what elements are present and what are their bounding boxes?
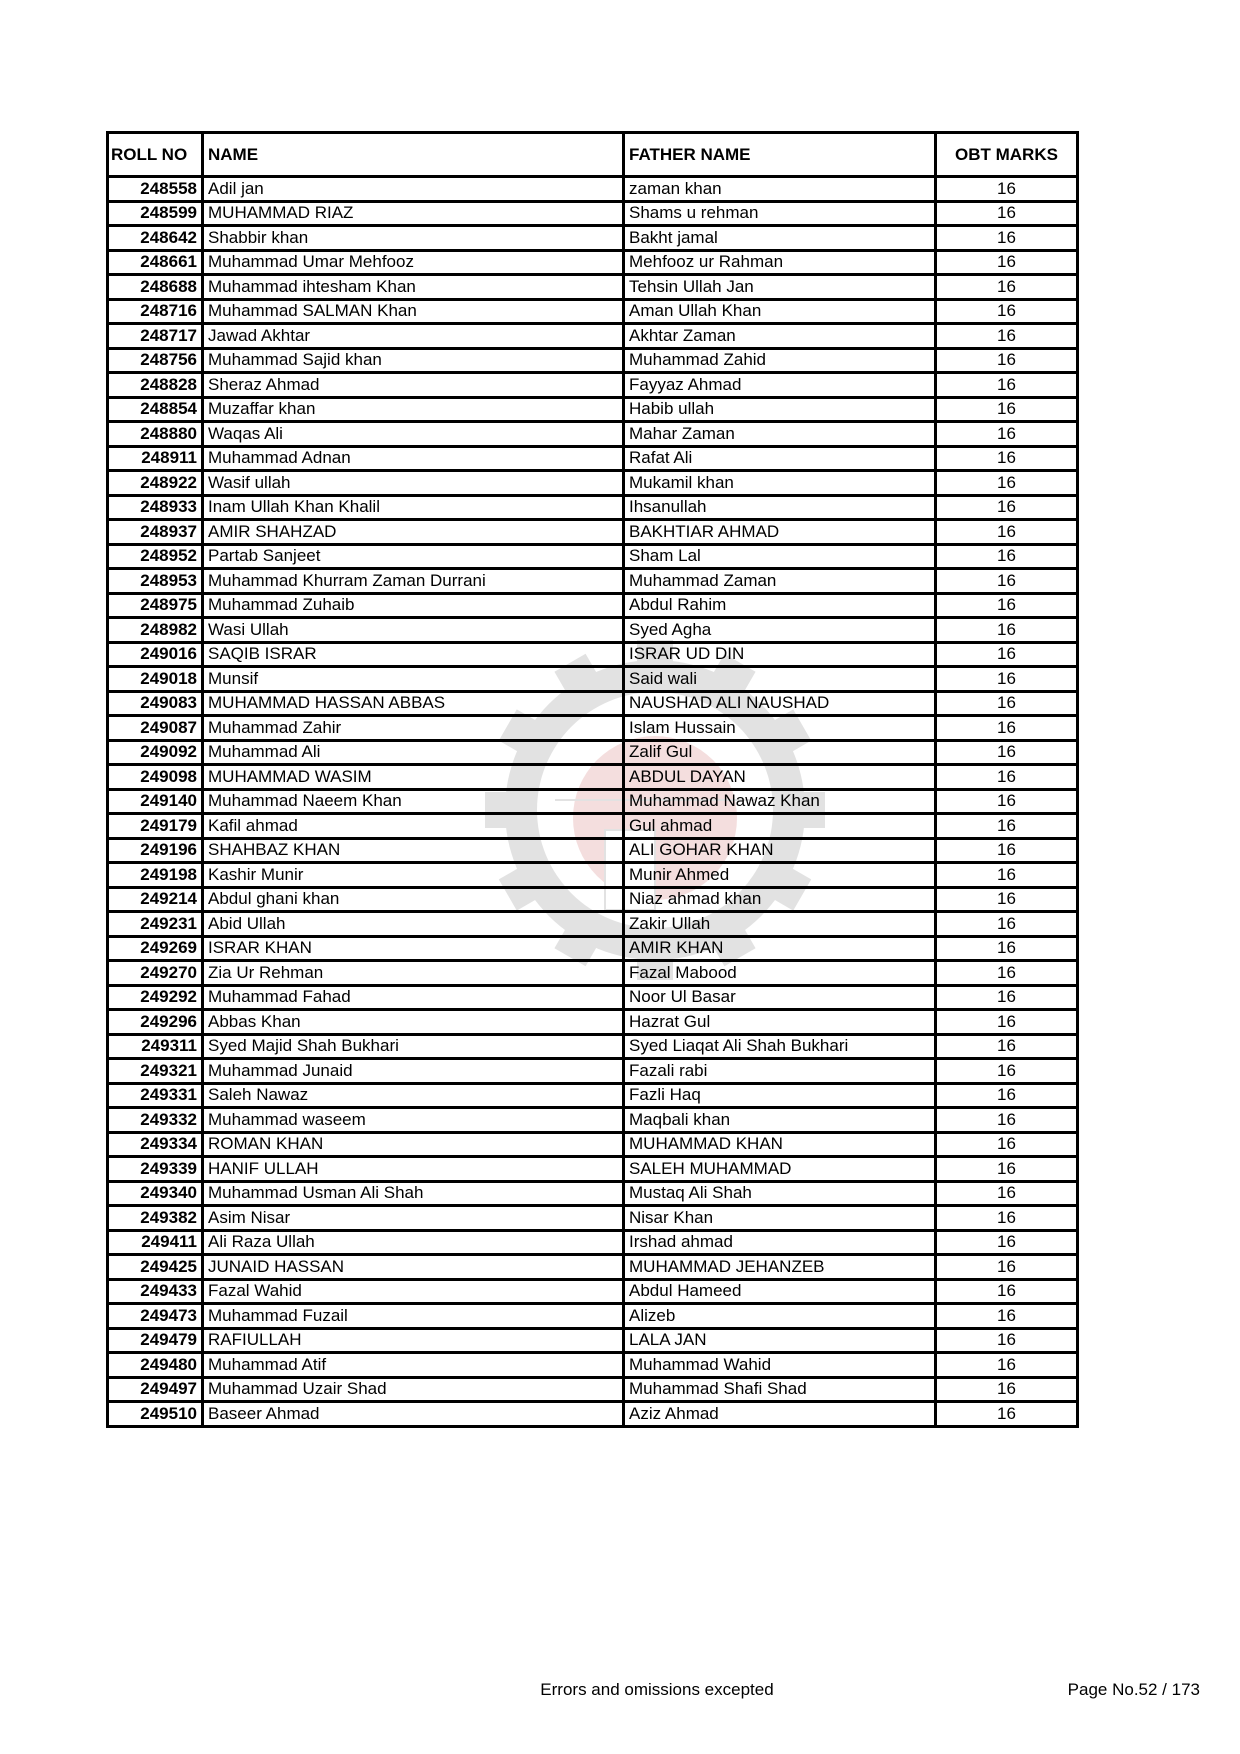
father-name-cell: BAKHTIAR AHMAD (624, 520, 936, 545)
roll-no-cell: 248828 (108, 373, 203, 398)
table-row (108, 373, 1078, 398)
roll-no-cell: 248642 (108, 226, 203, 251)
father-name-cell: Fazali rabi (624, 1059, 936, 1084)
table-row (108, 863, 1078, 888)
roll-no-cell: 249231 (108, 912, 203, 937)
roll-no-cell: 249334 (108, 1132, 203, 1157)
name-cell: Waqas Ali (203, 422, 624, 447)
roll-no-cell: 248854 (108, 397, 203, 422)
table-row (108, 446, 1078, 471)
name-cell: MUHAMMAD WASIM (203, 765, 624, 790)
obt-marks-cell: 16 (936, 667, 1078, 692)
roll-no-cell: 248952 (108, 544, 203, 569)
obt-marks-cell: 16 (936, 1230, 1078, 1255)
table-row (108, 1255, 1078, 1280)
name-cell: Abid Ullah (203, 912, 624, 937)
name-cell: Shabbir khan (203, 226, 624, 251)
father-name-cell: Abdul Rahim (624, 593, 936, 618)
father-name-cell: Noor Ul Basar (624, 985, 936, 1010)
table-row (108, 201, 1078, 226)
name-cell: Muhammad SALMAN Khan (203, 299, 624, 324)
name-cell: ISRAR KHAN (203, 936, 624, 961)
name-cell: Muhammad Junaid (203, 1059, 624, 1084)
father-name-cell: Hazrat Gul (624, 1010, 936, 1035)
father-name-cell: Gul ahmad (624, 814, 936, 839)
name-cell: Munsif (203, 667, 624, 692)
roll-no-cell: 249425 (108, 1255, 203, 1280)
obt-marks-cell: 16 (936, 961, 1078, 986)
roll-no-cell: 249332 (108, 1108, 203, 1133)
obt-marks-cell: 16 (936, 691, 1078, 716)
table-row (108, 1108, 1078, 1133)
name-cell: Wasif ullah (203, 471, 624, 496)
table-row (108, 250, 1078, 275)
roll-no-cell: 249340 (108, 1181, 203, 1206)
table-row (108, 1034, 1078, 1059)
obt-marks-cell: 16 (936, 1255, 1078, 1280)
results-table (106, 131, 1079, 1428)
table-row (108, 1279, 1078, 1304)
father-name-cell: Maqbali khan (624, 1108, 936, 1133)
father-name-cell: Mahar Zaman (624, 422, 936, 447)
table-row (108, 1206, 1078, 1231)
table-row (108, 397, 1078, 422)
obt-marks-cell: 16 (936, 765, 1078, 790)
name-cell: MUHAMMAD RIAZ (203, 201, 624, 226)
roll-no-cell: 249321 (108, 1059, 203, 1084)
roll-no-cell: 249270 (108, 961, 203, 986)
father-name-cell: Zalif Gul (624, 740, 936, 765)
name-cell: Abdul ghani khan (203, 887, 624, 912)
obt-marks-cell: 16 (936, 275, 1078, 300)
roll-no-cell: 249269 (108, 936, 203, 961)
father-name-cell: NAUSHAD ALI NAUSHAD (624, 691, 936, 716)
obt-marks-cell: 16 (936, 299, 1078, 324)
father-name-cell: Zakir Ullah (624, 912, 936, 937)
name-cell: Abbas Khan (203, 1010, 624, 1035)
roll-no-cell: 249092 (108, 740, 203, 765)
father-name-cell: Mukamil khan (624, 471, 936, 496)
roll-no-cell: 248688 (108, 275, 203, 300)
table-row (108, 985, 1078, 1010)
father-name-cell: Mustaq Ali Shah (624, 1181, 936, 1206)
roll-no-cell: 249339 (108, 1157, 203, 1182)
obt-marks-cell: 16 (936, 250, 1078, 275)
name-cell: Muhammad Adnan (203, 446, 624, 471)
obt-marks-cell: 16 (936, 324, 1078, 349)
name-cell: Muhammad Umar Mehfooz (203, 250, 624, 275)
obt-marks-cell: 16 (936, 814, 1078, 839)
name-cell: Jawad Akhtar (203, 324, 624, 349)
obt-marks-cell: 16 (936, 201, 1078, 226)
roll-no-cell: 249016 (108, 642, 203, 667)
obt-marks-cell: 16 (936, 177, 1078, 202)
table-row (108, 814, 1078, 839)
name-cell: Muhammad Ali (203, 740, 624, 765)
father-name-cell: Aziz Ahmad (624, 1402, 936, 1427)
table-row (108, 520, 1078, 545)
obt-marks-cell: 16 (936, 1059, 1078, 1084)
name-cell: Wasi Ullah (203, 618, 624, 643)
roll-no-cell: 249018 (108, 667, 203, 692)
table-row (108, 544, 1078, 569)
name-cell: Asim Nisar (203, 1206, 624, 1231)
table-row (108, 422, 1078, 447)
roll-no-cell: 248953 (108, 569, 203, 594)
name-cell: Muhammad Uzair Shad (203, 1377, 624, 1402)
obt-marks-cell: 16 (936, 1328, 1078, 1353)
roll-no-cell: 248975 (108, 593, 203, 618)
roll-no-cell: 248911 (108, 446, 203, 471)
name-cell: MUHAMMAD HASSAN ABBAS (203, 691, 624, 716)
roll-no-cell: 249087 (108, 716, 203, 741)
father-name-cell: ALI GOHAR KHAN (624, 838, 936, 863)
roll-no-cell: 249473 (108, 1304, 203, 1329)
obt-marks-cell: 16 (936, 618, 1078, 643)
father-name-cell: Shams u rehman (624, 201, 936, 226)
obt-marks-cell: 16 (936, 838, 1078, 863)
father-name-cell: MUHAMMAD JEHANZEB (624, 1255, 936, 1280)
obt-marks-cell: 16 (936, 912, 1078, 937)
table-row (108, 324, 1078, 349)
obt-marks-cell: 16 (936, 348, 1078, 373)
obt-marks-cell: 16 (936, 495, 1078, 520)
father-name-cell: SALEH MUHAMMAD (624, 1157, 936, 1182)
obt-marks-cell: 16 (936, 1157, 1078, 1182)
table-row (108, 1010, 1078, 1035)
name-cell: SHAHBAZ KHAN (203, 838, 624, 863)
table-row (108, 1132, 1078, 1157)
obt-marks-cell: 16 (936, 520, 1078, 545)
obt-marks-cell: 16 (936, 1132, 1078, 1157)
roll-no-cell: 249196 (108, 838, 203, 863)
obt-marks-cell: 16 (936, 1083, 1078, 1108)
page-number: Page No.52 / 173 (1067, 1680, 1200, 1699)
table-row (108, 569, 1078, 594)
table-row (108, 226, 1078, 251)
name-cell: AMIR SHAHZAD (203, 520, 624, 545)
father-name-cell: Fazal Mabood (624, 961, 936, 986)
table-row (108, 1328, 1078, 1353)
name-cell: Muhammad Zuhaib (203, 593, 624, 618)
table-row (108, 961, 1078, 986)
roll-no-cell: 249331 (108, 1083, 203, 1108)
father-name-cell: Bakht jamal (624, 226, 936, 251)
obt-marks-cell: 16 (936, 593, 1078, 618)
table-row (108, 789, 1078, 814)
roll-no-cell: 249140 (108, 789, 203, 814)
obt-marks-cell: 16 (936, 863, 1078, 888)
father-name-cell: Aman Ullah Khan (624, 299, 936, 324)
name-cell: SAQIB ISRAR (203, 642, 624, 667)
table-row (108, 593, 1078, 618)
obt-marks-cell: 16 (936, 1279, 1078, 1304)
table-row (108, 936, 1078, 961)
name-cell: Muhammad ihtesham Khan (203, 275, 624, 300)
obt-marks-cell: 16 (936, 446, 1078, 471)
obt-marks-cell: 16 (936, 373, 1078, 398)
obt-marks-cell: 16 (936, 544, 1078, 569)
obt-marks-cell: 16 (936, 1377, 1078, 1402)
father-name-cell: MUHAMMAD KHAN (624, 1132, 936, 1157)
father-name-cell: Ihsanullah (624, 495, 936, 520)
roll-no-cell: 249296 (108, 1010, 203, 1035)
obt-marks-cell: 16 (936, 471, 1078, 496)
roll-no-cell: 249479 (108, 1328, 203, 1353)
roll-no-cell: 249480 (108, 1353, 203, 1378)
roll-no-cell: 249214 (108, 887, 203, 912)
table-row (108, 348, 1078, 373)
table-row (108, 471, 1078, 496)
obt-marks-cell: 16 (936, 422, 1078, 447)
roll-no-cell: 249497 (108, 1377, 203, 1402)
father-name-cell: Islam Hussain (624, 716, 936, 741)
roll-no-cell: 248922 (108, 471, 203, 496)
father-name-cell: Muhammad Wahid (624, 1353, 936, 1378)
father-name-cell: zaman khan (624, 177, 936, 202)
table-row (108, 495, 1078, 520)
roll-no-cell: 248717 (108, 324, 203, 349)
father-name-cell: Tehsin Ullah Jan (624, 275, 936, 300)
header-name: NAME (203, 133, 624, 177)
obt-marks-cell: 16 (936, 1353, 1078, 1378)
roll-no-cell: 248558 (108, 177, 203, 202)
father-name-cell: Irshad ahmad (624, 1230, 936, 1255)
roll-no-cell: 248933 (108, 495, 203, 520)
roll-no-cell: 248880 (108, 422, 203, 447)
header-row (108, 133, 1078, 177)
header-obt-marks: OBT MARKS (936, 133, 1078, 177)
roll-no-cell: 249292 (108, 985, 203, 1010)
father-name-cell: Habib ullah (624, 397, 936, 422)
father-name-cell: Muhammad Shafi Shad (624, 1377, 936, 1402)
obt-marks-cell: 16 (936, 1034, 1078, 1059)
table-row (108, 765, 1078, 790)
obt-marks-cell: 16 (936, 716, 1078, 741)
name-cell: Muhammad Usman Ali Shah (203, 1181, 624, 1206)
errors-omissions-note: Errors and omissions excepted (540, 1680, 774, 1699)
header-father-name: FATHER NAME (624, 133, 936, 177)
obt-marks-cell: 16 (936, 226, 1078, 251)
roll-no-cell: 249098 (108, 765, 203, 790)
name-cell: RAFIULLAH (203, 1328, 624, 1353)
father-name-cell: Nisar Khan (624, 1206, 936, 1231)
name-cell: Zia Ur Rehman (203, 961, 624, 986)
father-name-cell: ISRAR UD DIN (624, 642, 936, 667)
name-cell: Baseer Ahmad (203, 1402, 624, 1427)
table-row (108, 177, 1078, 202)
father-name-cell: Said wali (624, 667, 936, 692)
name-cell: Adil jan (203, 177, 624, 202)
father-name-cell: Syed Liaqat Ali Shah Bukhari (624, 1034, 936, 1059)
father-name-cell: Akhtar Zaman (624, 324, 936, 349)
father-name-cell: Sham Lal (624, 544, 936, 569)
name-cell: Muhammad Naeem Khan (203, 789, 624, 814)
table-row (108, 1353, 1078, 1378)
table-row (108, 1304, 1078, 1329)
name-cell: Muhammad Khurram Zaman Durrani (203, 569, 624, 594)
name-cell: JUNAID HASSAN (203, 1255, 624, 1280)
name-cell: Partab Sanjeet (203, 544, 624, 569)
table-row (108, 1083, 1078, 1108)
name-cell: Ali Raza Ullah (203, 1230, 624, 1255)
table-body (108, 177, 1078, 1427)
roll-no-cell: 248716 (108, 299, 203, 324)
roll-no-cell: 249179 (108, 814, 203, 839)
father-name-cell: Munir Ahmed (624, 863, 936, 888)
name-cell: Saleh Nawaz (203, 1083, 624, 1108)
father-name-cell: Niaz ahmad khan (624, 887, 936, 912)
roll-no-cell: 249510 (108, 1402, 203, 1427)
table-row (108, 667, 1078, 692)
father-name-cell: AMIR KHAN (624, 936, 936, 961)
obt-marks-cell: 16 (936, 789, 1078, 814)
roll-no-cell: 248982 (108, 618, 203, 643)
table-row (108, 838, 1078, 863)
table-header (108, 133, 1078, 177)
table-row (108, 716, 1078, 741)
obt-marks-cell: 16 (936, 1108, 1078, 1133)
roll-no-cell: 248661 (108, 250, 203, 275)
father-name-cell: Syed Agha (624, 618, 936, 643)
father-name-cell: Alizeb (624, 1304, 936, 1329)
obt-marks-cell: 16 (936, 740, 1078, 765)
table-row (108, 1181, 1078, 1206)
name-cell: Fazal Wahid (203, 1279, 624, 1304)
obt-marks-cell: 16 (936, 1402, 1078, 1427)
name-cell: Muhammad waseem (203, 1108, 624, 1133)
name-cell: Kafil ahmad (203, 814, 624, 839)
obt-marks-cell: 16 (936, 1304, 1078, 1329)
table-row (108, 642, 1078, 667)
name-cell: Muhammad Fuzail (203, 1304, 624, 1329)
name-cell: Muhammad Fahad (203, 985, 624, 1010)
father-name-cell: ABDUL DAYAN (624, 765, 936, 790)
obt-marks-cell: 16 (936, 1010, 1078, 1035)
obt-marks-cell: 16 (936, 642, 1078, 667)
table-row (108, 740, 1078, 765)
table-row (108, 275, 1078, 300)
name-cell: Muzaffar khan (203, 397, 624, 422)
father-name-cell: Abdul Hameed (624, 1279, 936, 1304)
table-row (108, 887, 1078, 912)
table-row (108, 1402, 1078, 1427)
father-name-cell: Fazli Haq (624, 1083, 936, 1108)
name-cell: Syed Majid Shah Bukhari (203, 1034, 624, 1059)
roll-no-cell: 249083 (108, 691, 203, 716)
table-row (108, 912, 1078, 937)
obt-marks-cell: 16 (936, 1206, 1078, 1231)
father-name-cell: Muhammad Zaman (624, 569, 936, 594)
roll-no-cell: 248756 (108, 348, 203, 373)
roll-no-cell: 249311 (108, 1034, 203, 1059)
father-name-cell: Muhammad Zahid (624, 348, 936, 373)
father-name-cell: Rafat Ali (624, 446, 936, 471)
table-row (108, 691, 1078, 716)
table-row (108, 1377, 1078, 1402)
name-cell: Muhammad Zahir (203, 716, 624, 741)
roll-no-cell: 249198 (108, 863, 203, 888)
table-row (108, 1157, 1078, 1182)
roll-no-cell: 249433 (108, 1279, 203, 1304)
name-cell: ROMAN KHAN (203, 1132, 624, 1157)
name-cell: Sheraz Ahmad (203, 373, 624, 398)
father-name-cell: Muhammad Nawaz Khan (624, 789, 936, 814)
obt-marks-cell: 16 (936, 887, 1078, 912)
name-cell: Kashir Munir (203, 863, 624, 888)
father-name-cell: Fayyaz Ahmad (624, 373, 936, 398)
name-cell: HANIF ULLAH (203, 1157, 624, 1182)
father-name-cell: Mehfooz ur Rahman (624, 250, 936, 275)
father-name-cell: LALA JAN (624, 1328, 936, 1353)
obt-marks-cell: 16 (936, 1181, 1078, 1206)
header-roll-no: ROLL NO (108, 133, 203, 177)
name-cell: Muhammad Sajid khan (203, 348, 624, 373)
obt-marks-cell: 16 (936, 569, 1078, 594)
obt-marks-cell: 16 (936, 936, 1078, 961)
table-row (108, 299, 1078, 324)
roll-no-cell: 249382 (108, 1206, 203, 1231)
roll-no-cell: 248937 (108, 520, 203, 545)
table-row (108, 1230, 1078, 1255)
name-cell: Inam Ullah Khan Khalil (203, 495, 624, 520)
roll-no-cell: 248599 (108, 201, 203, 226)
obt-marks-cell: 16 (936, 985, 1078, 1010)
table-row (108, 1059, 1078, 1084)
roll-no-cell: 249411 (108, 1230, 203, 1255)
obt-marks-cell: 16 (936, 397, 1078, 422)
table-row (108, 618, 1078, 643)
name-cell: Muhammad Atif (203, 1353, 624, 1378)
